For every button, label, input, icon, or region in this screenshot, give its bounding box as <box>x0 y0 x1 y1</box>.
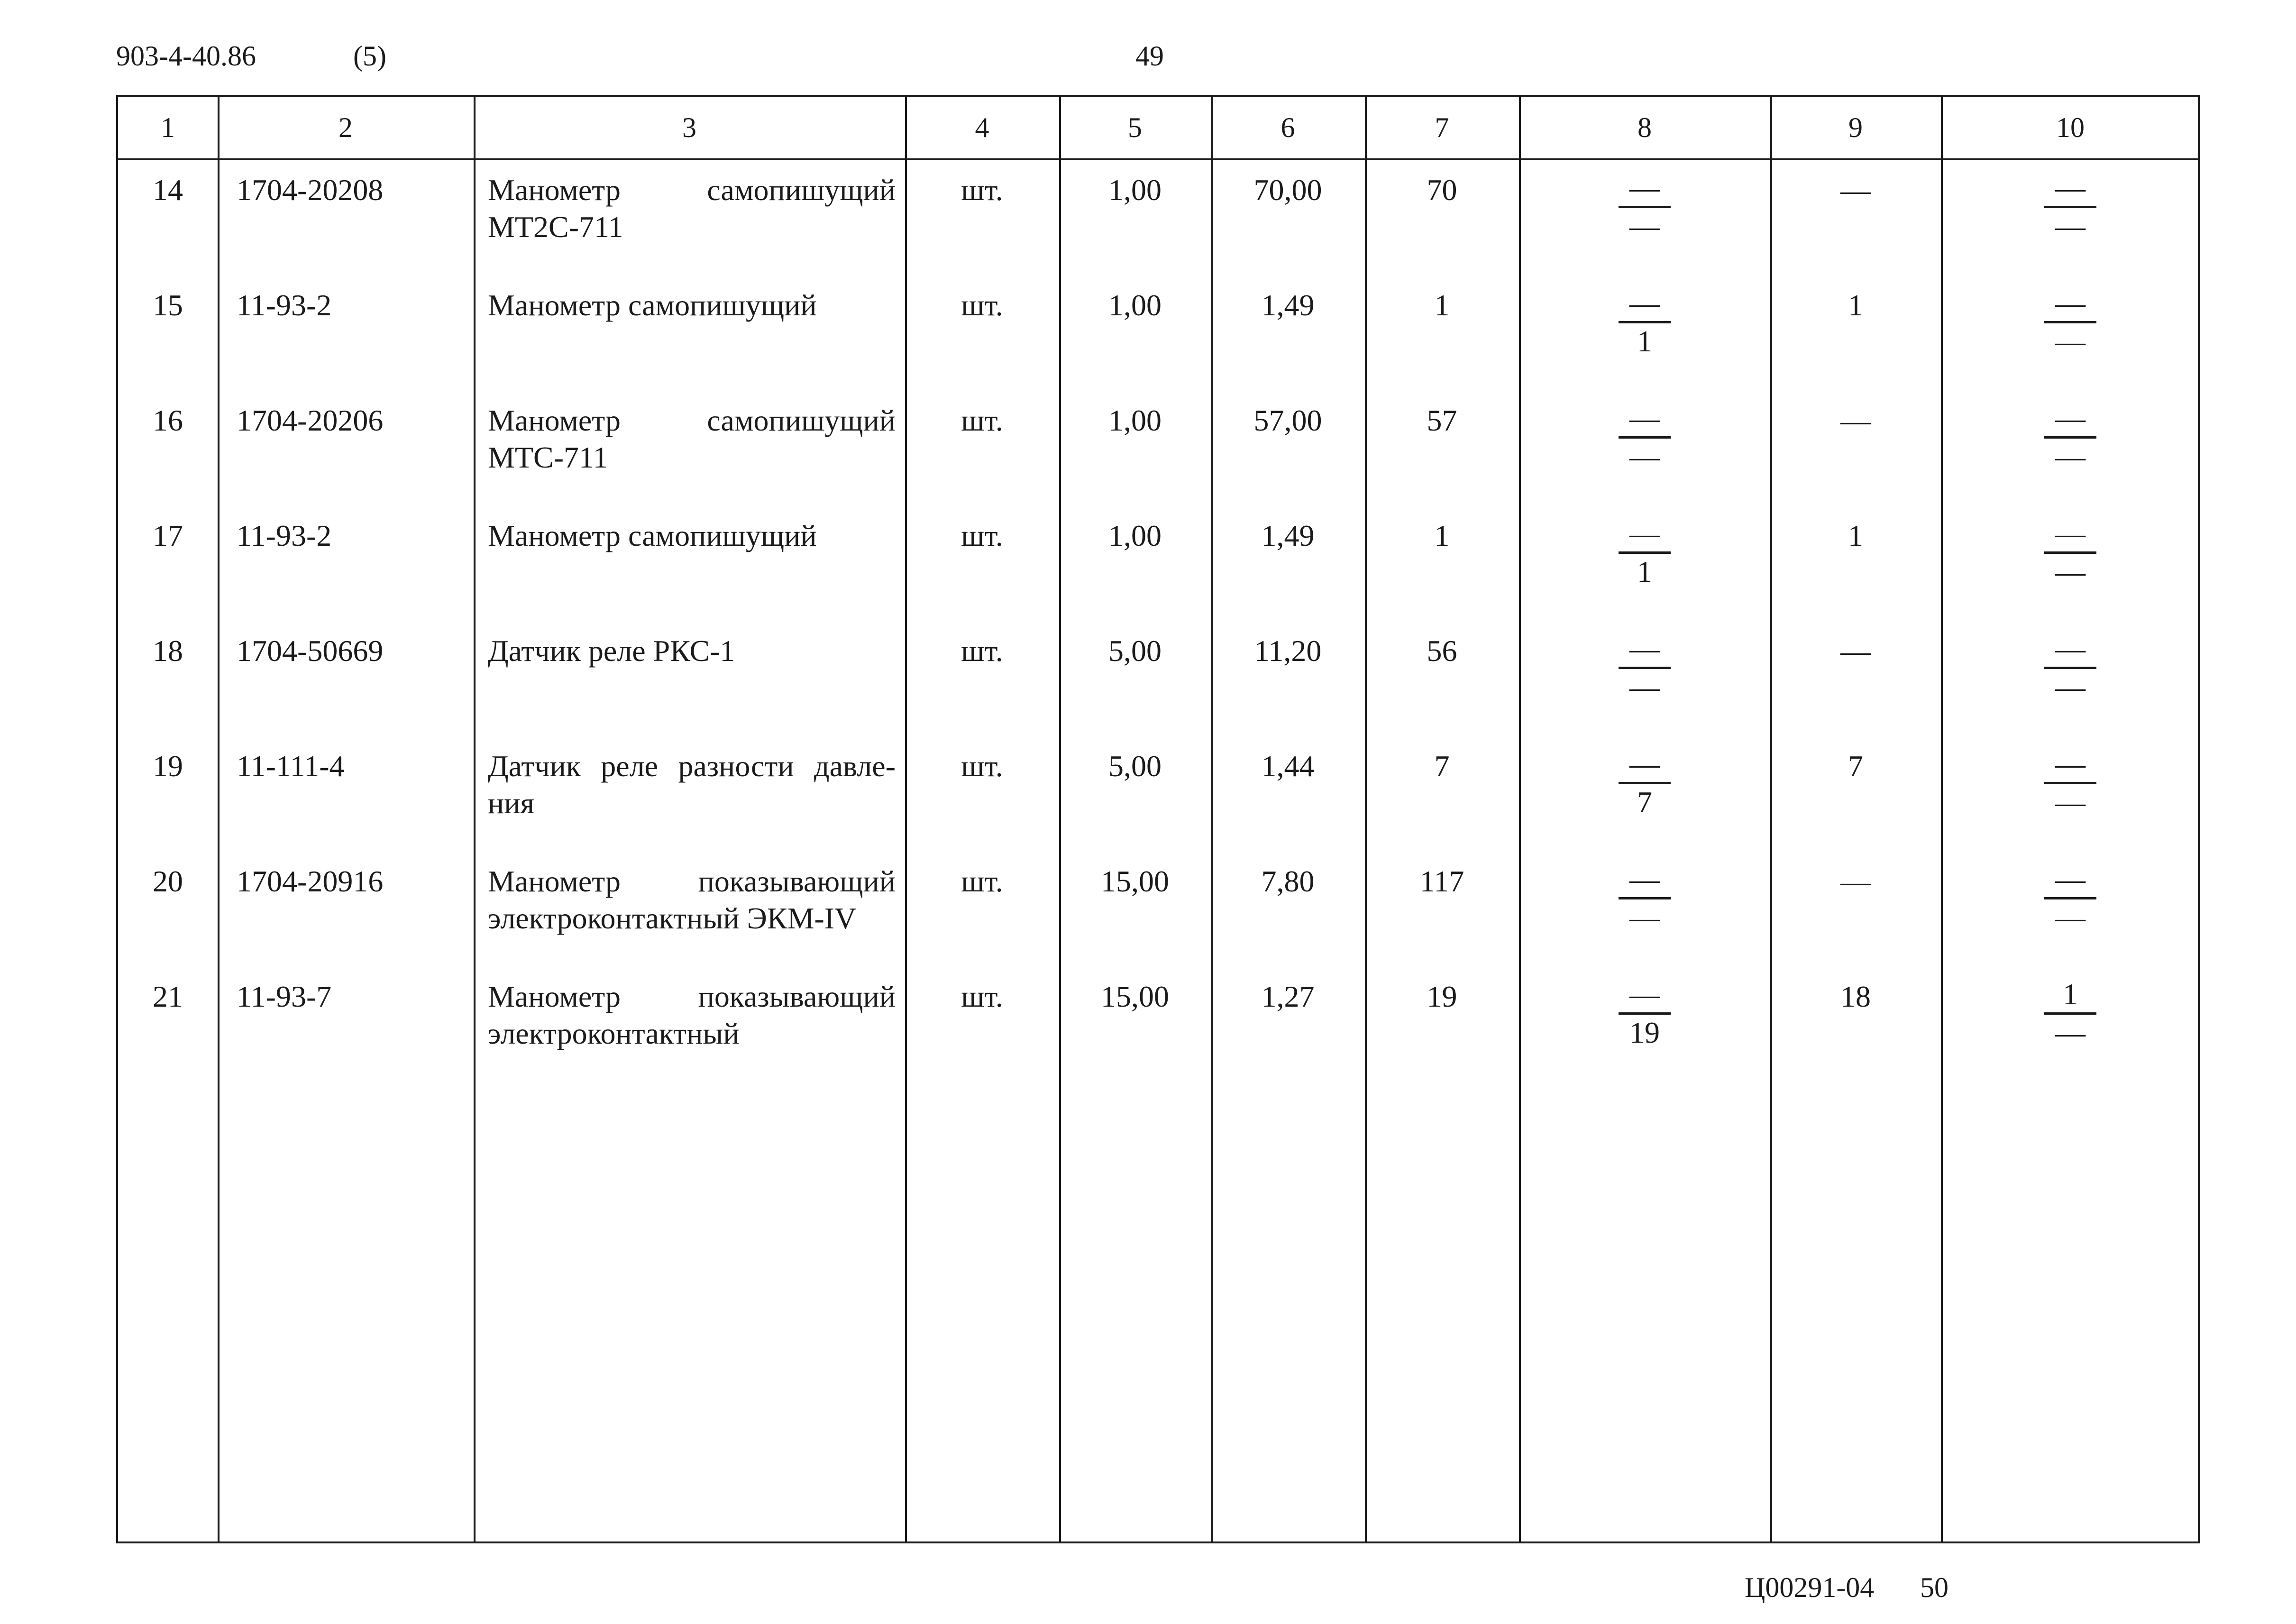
item-code: 1704-20208 <box>237 173 384 207</box>
col9-value: — <box>1840 173 1871 207</box>
col10-fraction <box>1941 633 2200 703</box>
unit-price: 1,27 <box>1261 980 1315 1013</box>
fraction-numerator: — <box>1629 516 1660 550</box>
unit: шт. <box>961 404 1003 437</box>
fraction-numerator: — <box>2055 171 2086 204</box>
col8-fraction <box>1519 172 1770 242</box>
col9-value: — <box>1840 634 1871 668</box>
table-row <box>118 391 2198 506</box>
part-number: (5) <box>353 40 386 72</box>
unit: шт. <box>961 519 1003 552</box>
col8-fraction <box>1519 402 1770 473</box>
col8-fraction <box>1519 748 1770 818</box>
row-number: 18 <box>153 634 183 668</box>
row-number: 14 <box>153 173 183 207</box>
document-id: Ц00291-04 <box>1745 1572 1875 1603</box>
fraction-bar <box>2044 897 2096 899</box>
fraction-bar <box>2044 1012 2096 1015</box>
fraction-bar <box>2044 782 2096 784</box>
unit: шт. <box>961 634 1003 668</box>
specification-table <box>116 95 2200 1543</box>
column-header: 10 <box>2056 111 2085 143</box>
column-header: 7 <box>1435 111 1449 143</box>
quantity: 1,00 <box>1108 519 1162 552</box>
table-row <box>118 275 2198 391</box>
col8-fraction <box>1519 287 1770 358</box>
row-number: 16 <box>153 404 183 437</box>
unit-price: 7,80 <box>1261 864 1315 898</box>
quantity: 1,00 <box>1108 288 1162 322</box>
total: 19 <box>1427 980 1457 1013</box>
fraction-bar <box>1619 667 1671 669</box>
fraction-bar <box>1619 436 1671 439</box>
fraction-numerator: — <box>2055 516 2086 550</box>
fraction-denominator: — <box>2055 785 2086 819</box>
fraction-denominator: 7 <box>1637 785 1652 819</box>
col10-fraction <box>1941 748 2200 818</box>
col8-fraction <box>1519 633 1770 703</box>
item-description: Манометр самопишущий <box>488 519 817 552</box>
col9-value: 1 <box>1848 519 1863 552</box>
unit-price: 70,00 <box>1253 173 1322 207</box>
col10-fraction <box>1941 402 2200 473</box>
item-description: Датчик реле РКС-1 <box>488 634 735 668</box>
table-row <box>118 967 2198 1082</box>
column-header: 8 <box>1637 111 1652 143</box>
column-header: 1 <box>161 111 175 143</box>
item-code: 11-93-7 <box>237 980 332 1013</box>
fraction-numerator: — <box>1629 862 1660 896</box>
item-code: 11-93-2 <box>237 288 332 322</box>
unit-price: 1,44 <box>1261 749 1315 783</box>
col10-fraction <box>1941 978 2200 1049</box>
fraction-numerator: — <box>1629 286 1660 320</box>
fraction-numerator: — <box>1629 632 1660 665</box>
unit: шт. <box>961 288 1003 322</box>
col8-fraction <box>1519 517 1770 588</box>
item-description: Манометр самопишущий <box>488 288 817 322</box>
col10-fraction <box>1941 172 2200 242</box>
col9-value: — <box>1840 864 1871 898</box>
unit-price: 1,49 <box>1261 288 1315 322</box>
fraction-numerator: 1 <box>2063 977 2078 1011</box>
fraction-bar <box>2044 321 2096 323</box>
row-number: 17 <box>153 519 183 552</box>
item-code: 1704-20916 <box>237 864 384 898</box>
fraction-numerator: — <box>2055 862 2086 896</box>
page-number: 49 <box>1135 40 1164 72</box>
total: 56 <box>1427 634 1457 668</box>
fraction-denominator: — <box>1629 900 1660 934</box>
quantity: 15,00 <box>1101 864 1169 898</box>
item-description: Манометр показывающий электроконтактный ЭКМ-IV <box>488 864 896 935</box>
fraction-bar <box>1619 551 1671 554</box>
fraction-numerator: — <box>1629 401 1660 435</box>
fraction-denominator: — <box>2055 440 2086 473</box>
fraction-denominator: — <box>2055 209 2086 243</box>
fraction-denominator: — <box>2055 555 2086 588</box>
fraction-denominator: 1 <box>1637 555 1652 588</box>
total: 117 <box>1419 864 1464 898</box>
fraction-bar <box>2044 436 2096 439</box>
fraction-denominator: — <box>1629 440 1660 473</box>
item-description: Датчик реле разности давле-ния <box>488 749 896 820</box>
total: 1 <box>1434 288 1450 322</box>
column-header: 4 <box>975 111 989 143</box>
fraction-denominator: — <box>1629 209 1660 243</box>
col9-value: — <box>1840 404 1871 437</box>
fraction-numerator: — <box>1629 171 1660 204</box>
unit: шт. <box>961 980 1003 1013</box>
unit: шт. <box>961 749 1003 783</box>
col9-value: 1 <box>1848 288 1863 322</box>
fraction-denominator: — <box>2055 324 2086 358</box>
item-code: 1704-20206 <box>237 404 384 437</box>
column-header: 6 <box>1281 111 1295 143</box>
fraction-denominator: — <box>2055 900 2086 934</box>
table-row <box>118 736 2198 852</box>
total: 1 <box>1434 519 1450 552</box>
item-description: Манометр показывающий электроконтактный <box>488 980 896 1050</box>
fraction-denominator: 1 <box>1637 324 1652 358</box>
fraction-denominator: — <box>2055 1016 2086 1049</box>
item-description: Манометр самопишущий МТ2С-711 <box>488 173 896 244</box>
fraction-bar <box>1619 1012 1671 1015</box>
unit-price: 1,49 <box>1261 519 1315 552</box>
col10-fraction <box>1941 863 2200 934</box>
unit-price: 57,00 <box>1253 404 1322 437</box>
unit: шт. <box>961 173 1003 207</box>
col9-value: 18 <box>1840 980 1871 1013</box>
doc-code: 903-4-40.86 <box>116 40 256 72</box>
quantity: 15,00 <box>1101 980 1169 1013</box>
fraction-bar <box>2044 206 2096 208</box>
col8-fraction <box>1519 863 1770 934</box>
quantity: 5,00 <box>1108 634 1162 668</box>
column-header: 5 <box>1128 111 1142 143</box>
row-number: 21 <box>153 980 183 1013</box>
fraction-numerator: — <box>1629 977 1660 1011</box>
fraction-bar <box>1619 206 1671 208</box>
fraction-bar <box>2044 551 2096 554</box>
unit-price: 11,20 <box>1254 634 1322 668</box>
total: 70 <box>1427 173 1457 207</box>
fraction-denominator: — <box>2055 670 2086 704</box>
fraction-bar <box>1619 321 1671 323</box>
fraction-bar <box>1619 897 1671 899</box>
fraction-numerator: — <box>2055 747 2086 780</box>
fraction-denominator: 19 <box>1629 1016 1660 1049</box>
item-code: 11-93-2 <box>237 519 332 552</box>
item-code: 11-111-4 <box>237 749 345 783</box>
col8-fraction <box>1519 978 1770 1049</box>
unit: шт. <box>961 864 1003 898</box>
col10-fraction <box>1941 517 2200 588</box>
table-row <box>118 160 2198 275</box>
table-row <box>118 621 2198 736</box>
column-header: 3 <box>682 111 696 143</box>
column-header: 9 <box>1848 111 1863 143</box>
column-header: 2 <box>338 111 353 143</box>
fraction-numerator: — <box>2055 401 2086 435</box>
row-number: 15 <box>153 288 183 322</box>
col10-fraction <box>1941 287 2200 358</box>
item-description: Манометр самопишущий МТС-711 <box>488 404 896 474</box>
row-number: 20 <box>153 864 183 898</box>
table-row <box>118 852 2198 967</box>
total: 7 <box>1434 749 1450 783</box>
row-number: 19 <box>153 749 183 783</box>
sheet-number: 50 <box>1920 1572 1948 1603</box>
fraction-bar <box>2044 667 2096 669</box>
fraction-numerator: — <box>2055 632 2086 665</box>
item-code: 1704-50669 <box>237 634 384 668</box>
quantity: 1,00 <box>1108 404 1162 437</box>
fraction-numerator: — <box>2055 286 2086 320</box>
table-row <box>118 506 2198 621</box>
fraction-bar <box>1619 782 1671 784</box>
total: 57 <box>1427 404 1457 437</box>
fraction-denominator: — <box>1629 670 1660 704</box>
col9-value: 7 <box>1848 749 1863 783</box>
quantity: 1,00 <box>1108 173 1162 207</box>
fraction-numerator: — <box>1629 747 1660 780</box>
quantity: 5,00 <box>1108 749 1162 783</box>
